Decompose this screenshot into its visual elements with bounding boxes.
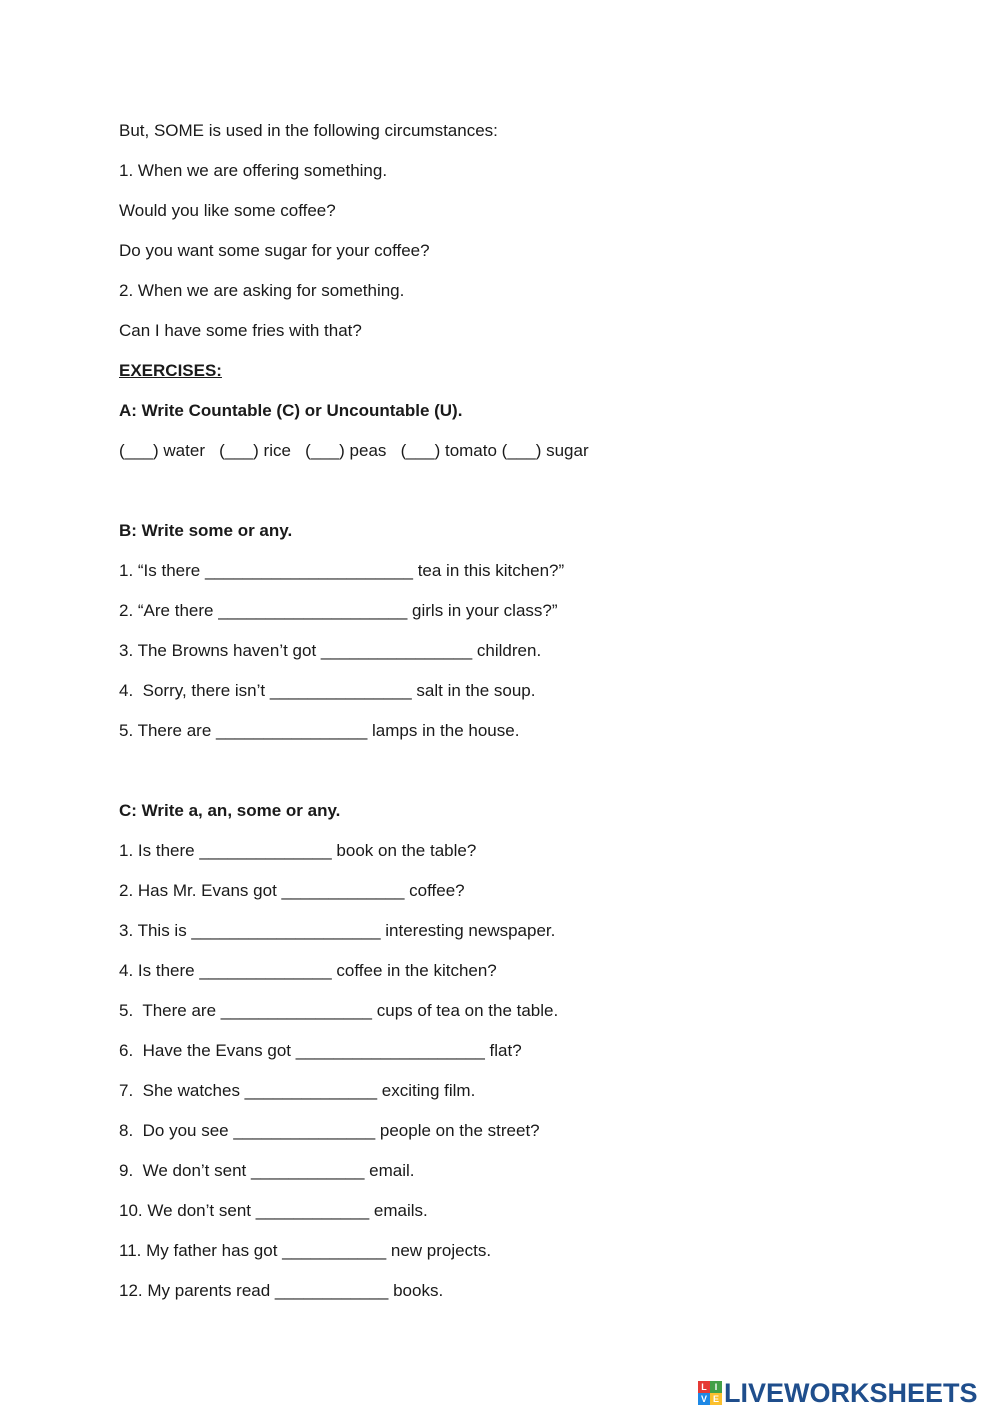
section-c-item: 9. We don’t sent ____________ email. (119, 1161, 415, 1180)
mark-cell: V (698, 1393, 710, 1405)
section-b-item: 2. “Are there ____________________ girls in your class?” (119, 601, 558, 620)
section-a-title: A: Write Countable (C) or Uncountable (U). (119, 401, 463, 420)
intro-example-1: Would you like some coffee? (119, 201, 336, 220)
liveworksheets-logo (698, 1378, 978, 1408)
mark-cell: L (698, 1381, 710, 1393)
section-b-item: 5. There are ________________ lamps in the house. (119, 721, 520, 740)
mark-cell: E (710, 1393, 722, 1405)
intro-rule-1: 1. When we are offering something. (119, 161, 388, 180)
section-a-items: (___) water (___) rice (___) peas (___) tomato (___) sugar (119, 441, 589, 460)
section-c-item: 6. Have the Evans got ____________________ flat? (119, 1041, 522, 1060)
section-b-item: 4. Sorry, there isn’t _______________ salt in the soup. (119, 681, 536, 700)
section-b-item: 1. “Is there ______________________ tea in this kitchen?” (119, 561, 565, 580)
liveworksheets-mark-icon (698, 1381, 722, 1405)
section-c-item: 7. She watches ______________ exciting film. (119, 1081, 476, 1100)
section-c-item: 11. My father has got ___________ new projects. (119, 1241, 492, 1260)
section-c-title: C: Write a, an, some or any. (119, 801, 341, 820)
intro-example-3: Can I have some fries with that? (119, 321, 362, 340)
section-c-item: 2. Has Mr. Evans got _____________ coffee? (119, 881, 465, 900)
section-c-item: 4. Is there ______________ coffee in the kitchen? (119, 961, 497, 980)
section-c-item: 3. This is ____________________ interesting newspaper. (119, 921, 556, 940)
intro-heading: But, SOME is used in the following circumstances: (119, 121, 498, 140)
section-c-item: 8. Do you see _______________ people on the street? (119, 1121, 540, 1140)
section-c-item: 5. There are ________________ cups of tea on the table. (119, 1001, 559, 1020)
exercises-heading: EXERCISES: (119, 361, 222, 380)
intro-example-2: Do you want some sugar for your coffee? (119, 241, 430, 260)
section-c-item: 12. My parents read ____________ books. (119, 1281, 444, 1300)
section-c-item: 10. We don’t sent ____________ emails. (119, 1201, 428, 1220)
section-c-item: 1. Is there ______________ book on the table? (119, 841, 477, 860)
intro-rule-2: 2. When we are asking for something. (119, 281, 405, 300)
section-b-title: B: Write some or any. (119, 521, 293, 540)
liveworksheets-wordmark: LIVEWORKSHEETS (724, 1377, 978, 1408)
mark-cell: I (710, 1381, 722, 1393)
section-b-item: 3. The Browns haven’t got ________________ children. (119, 641, 542, 660)
